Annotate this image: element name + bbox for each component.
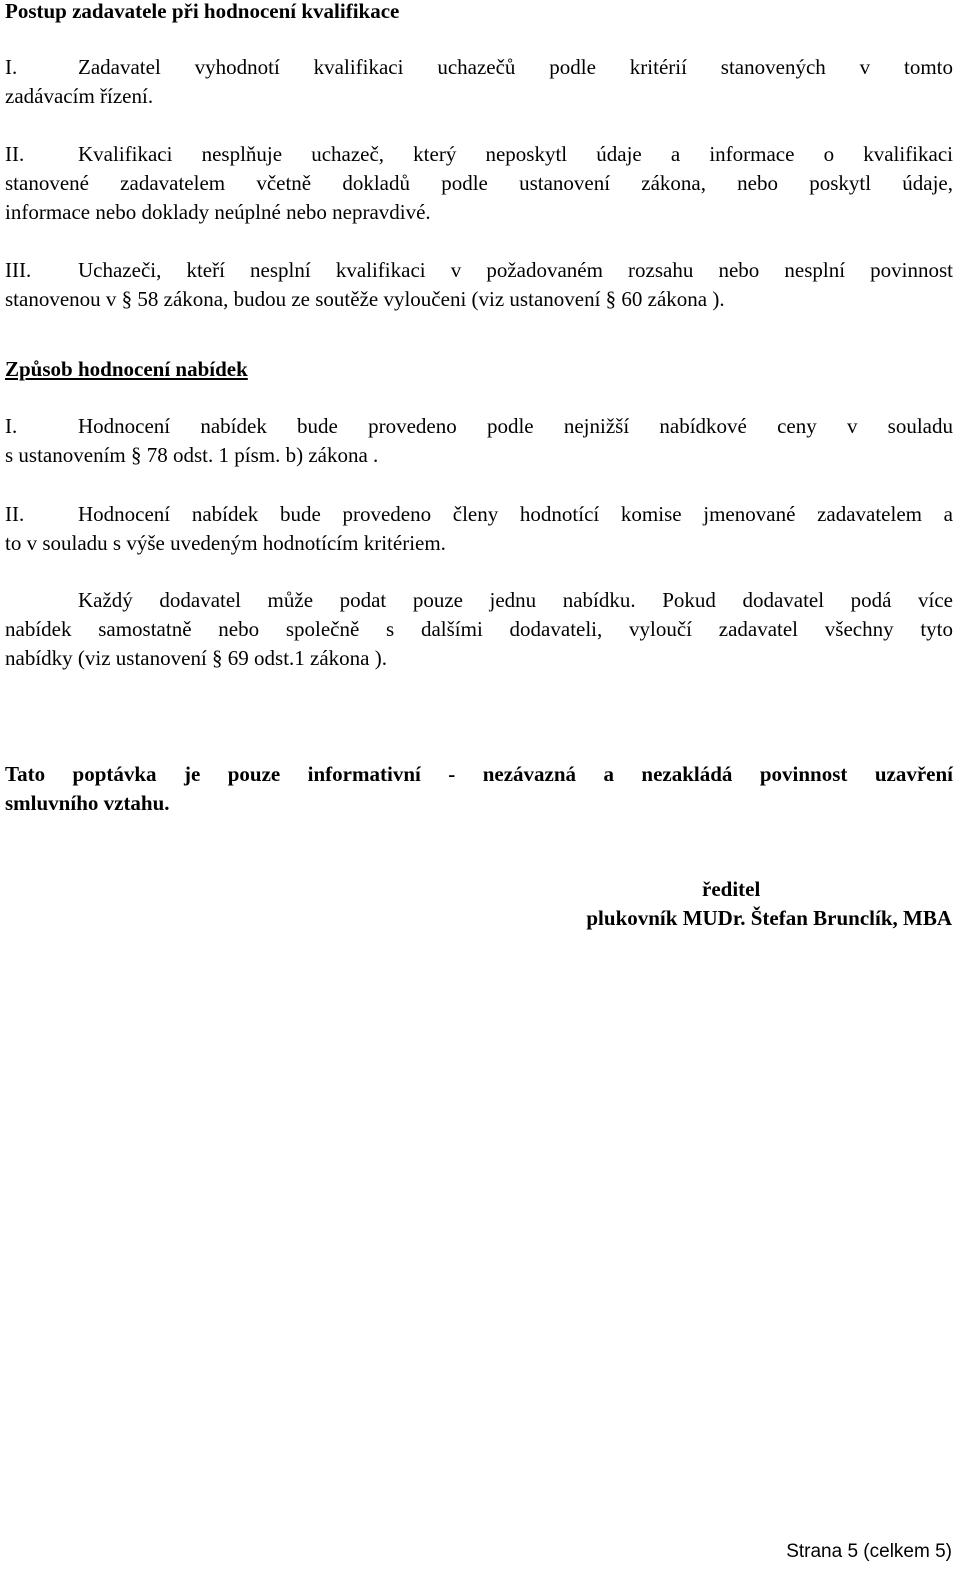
evaluation-item-1-line-1	[5, 412, 953, 441]
item-text: Zadavatel vyhodnotí kvalifikaci uchazečů podle kritérií stanovených v tomto	[78, 55, 953, 79]
page-heading: Postup zadavatele při hodnocení kvalifikace	[5, 0, 400, 23]
qualification-item-1-line-2: zadávacím řízení.	[5, 84, 154, 108]
section-heading	[5, 355, 953, 384]
section-heading-text: Způsob hodnocení nabídek	[5, 357, 248, 381]
item-text: Kvalifikaci nesplňuje uchazeč, který neposkytl údaje a informace o kvalifikaci	[78, 142, 953, 166]
notice-line-2: smluvního vztahu.	[5, 791, 170, 815]
qualification-item-2-line-1	[5, 140, 953, 169]
qualification-item-2-line-2: stanovené zadavatelem včetně dokladů podle ustanovení zákona, nebo poskytl údaje,	[5, 171, 953, 195]
evaluation-item-1-line-2: s ustanovením § 78 odst. 1 písm. b) zákona .	[5, 443, 379, 467]
evaluation-item-2-line-2: to v souladu s výše uvedeným hodnotícím kritériem.	[5, 531, 446, 555]
evaluation-paragraph-line-3: nabídky (viz ustanovení § 69 odst.1 zákona ).	[5, 646, 387, 670]
item-number: II.	[5, 502, 25, 526]
qualification-item-1-line-1	[5, 53, 953, 82]
signature-name: plukovník MUDr. Štefan Brunclík, MBA	[586, 906, 952, 930]
qualification-item-2-line-3: informace nebo doklady neúplné nebo nepravdivé.	[5, 200, 431, 224]
item-text: Hodnocení nabídek bude provedeno podle nejnižší nabídkové ceny v souladu	[78, 414, 953, 438]
qualification-item-3-line-2: stanovenou v § 58 zákona, budou ze soutěže vyloučeni (viz ustanovení § 60 zákona ).	[5, 287, 725, 311]
evaluation-paragraph-line-2: nabídek samostatně nebo společně s dalšími dodavateli, vyloučí zadavatel všechny tyto	[5, 617, 953, 641]
item-number: I.	[5, 414, 18, 438]
item-text: Uchazeči, kteří nesplní kvalifikaci v požadovaném rozsahu nebo nesplní povinnost	[78, 258, 953, 282]
evaluation-paragraph-line-1: Každý dodavatel může podat pouze jednu nabídku. Pokud dodavatel podá více	[78, 588, 953, 612]
page-number: Strana 5 (celkem 5)	[786, 1541, 952, 1562]
item-number: III.	[5, 258, 32, 282]
signature-role: ředitel	[702, 877, 761, 901]
evaluation-item-2-line-1	[5, 500, 953, 529]
item-number: I.	[5, 55, 18, 79]
item-number: II.	[5, 142, 25, 166]
qualification-item-3-line-1	[5, 256, 953, 285]
item-text: Hodnocení nabídek bude provedeno členy hodnotící komise jmenované zadavatelem a	[78, 502, 953, 526]
notice-line-1: Tato poptávka je pouze informativní - nezávazná a nezakládá povinnost uzavření	[5, 762, 953, 786]
